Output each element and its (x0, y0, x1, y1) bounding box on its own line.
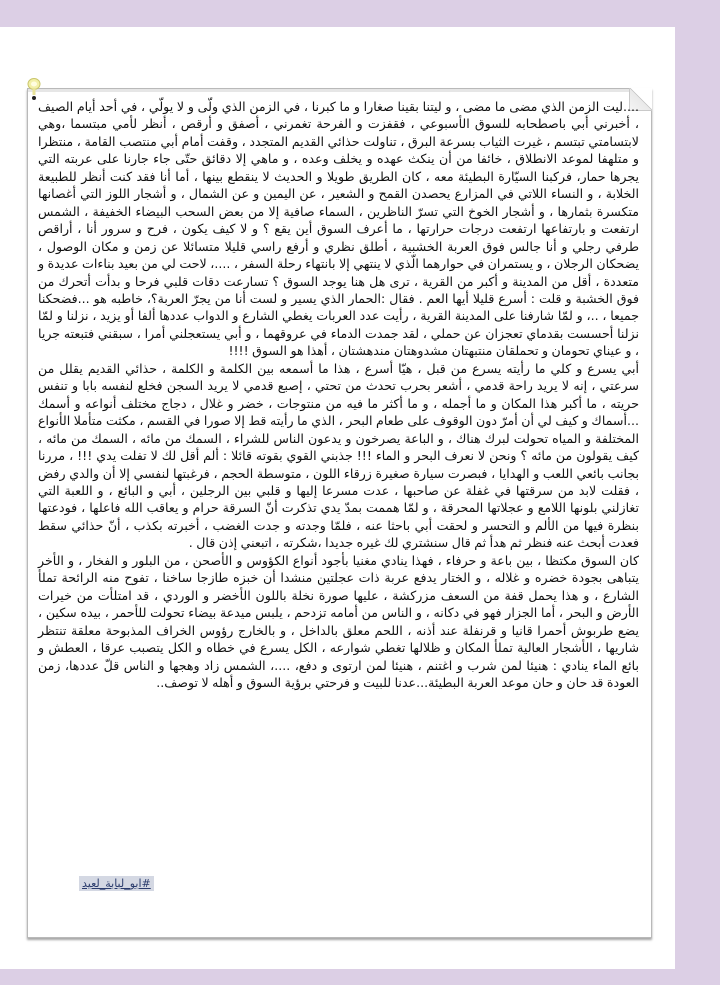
hashtag-link[interactable]: #ابو_لبابة_لعيد (79, 876, 154, 891)
post-card (0, 27, 675, 969)
document-page (27, 88, 652, 938)
paragraph: ....ليت الزمن الذي مضى ما مضى ، و ليتنا بقينا صغارا و ما كبرنا ، في الزمن الذي ولّى و لا يولّي ، في أحد أيام الصيف ، أخبرني أبي باصطحابه للسوق الأسبوعي ، فقفزت و الفرحة تغمرني ، أصفق و أرقص ، أنظر لأمي مبتسما ،وهي لابتسامتي تبتسم ، غيرت الثياب بسرعة البرق ، تناولت حذائي القديم المتجدد ، وقفت أمام أبي منتصب القامة ، منتظرا و متلهفا لموعد الانطلاق ، خائفا من أن ينكث عهده و يخلف وعده ، و ماهي إلا دقائق حتّى جاء جارنا على عربته التي يجرها حمار، فركبنا السيّارة البطيئة معه ، كان الطريق طويلا و الحديث لا ينقطع بينها ، أما أنا فقد كنت أنظر للطبيعة الخلابة ، و النساء اللاتي في المزارع يحصدن القمح و الشعير ، عن اليمين و عن الشمال ، و أشجار اللوز التي أغصانها متكسرة بثمارها ، و أشجار الخوخ التي تسرّ الناظرين ، السماء صافية إلا من بعض السحب البيضاء الخفيفة ، الشمس ارتفعت و بارتفاعها ارتفعت درجات حرارتها ، ما أعرف السوق أين يقع ؟ و لا كيف يكون ، فرح و سرور أنا ، أراقص طرفي رجلي و أنا جالس فوق العربة الخشبية ، أطلق نظري و أرفع راسي قليلا متسائلا عن زمن و مكان الوصول ، يضحكان الرجلان ، و يستمران في حوارهما الّذي لا ينتهي إلا بانتهاء رحلة السفر ، ....، لاحت لي من بعيد بناءات عديدة و متعددة ، أقل من المدينة و أكبر من القرية ، ترى هل هنا يوجد السوق ؟ تسارعت دقات قلبي فرحا و بدأت أتحرك من فوق الخشبة و قلت : أسرع قليلا أيها العم . فقال :الحمار الذي يسير و لست أنا من يجرّ العربة؟، خاطبه هو ...فضحكنا جميعا ، ..، و لمّا شارفنا على المدينة القرية ، رأيت عدد العربات يغطي الشارع و الدواب عددها ألفا أو يزيد ، نزلنا و لمّا نزلنا أحسست بقدماي تعجزان عن حملي ، لقد جمدت الدماء في عروقهما ، و أبي يستعجلني أمرا ، سبقني فتبعته جريا ، و عيناي تحومان و تحملقان منتبهتان مشدوهتان مندهشتان ، أهذا هو السوق !!!! (38, 99, 639, 359)
paragraph: كان السوق مكتظا ، بين باعة و حرفاء ، فهذا ينادي مغنيا بأجود أنواع الكؤوس و الأصحن ، من البلور و الفخار ، و الأخر يتباهى بجودة خضره و غلاله ، و الختار يدفع عربة ذات عجلتين منشدا أن خبزه طازجا ساخنا ، تفوح منه الرائحة تملأ الشارع ، و هذا يحمل قفة من السعف مزركشة ، عليها صورة نخلة باللون الأخضر و الوردي ، قد امتلأت من خيرات الأرض و البحر ، أما الجزار فهو في دكانه ، و الناس من أمامه تزدحم ، يلبس ميدعة بيضاء تحولت للأحمر ، بيده سكين ، يضع طربوش أحمرا قانيا و قرنفلة عند أذنه ، اللحم معلق بالداخل ، و بالخارج رؤوس الخراف المذبوحة معلقة تنتظر شاريها ، الأشجار العالية تملأ المكان و ظلالها تغطي شوارعه ، الكل يسرع في خطاه و الكل يتصبب عرقا ، العطش و بائع الماء ينادي : هنيئا لمن شرب و اغتنم ، هنيئا لمن ارتوى و دفع، ....، الشمس زاد وهجها و الناس قلّ عددها، زمن العودة قد حان و حان موعد العربة البطيئة...عدنا للبيت و فرحتي برؤية السوق و أهله لا توصف.. (38, 552, 639, 690)
pin-icon (27, 78, 41, 102)
document-text (38, 98, 639, 691)
paragraph: أبي يسرع و كلي ما رأيته يسرع من قبل ، هيّا أسرع ، هذا ما أسمعه بين الكلمة و الكلمة ، حذائي القديم يقلل من سرعتي ، إنه لا يريد راحة قدمي ، أشعر بحرب تحدث من تحتي ، إصبع قدمي لا يريد السجن فخلع لنفسه بابا و تنفس حريته ، ما أكبر هذا المكان و ما أجمله ، و ما أكثر ما فيه من منتوجات ، خضر و غلال ، دجاج مختلف أنواعه و أسمك ...أسماك و كيف لي أن أمرّ دون الوقوف على طعام البحر ، الذي ما رأيته قط إلا صورا في القسم ، مكثت متأملا الأنواع المختلفة و المياه تحولت لبرك هناك ، و الباعة يصرخون و يدعون الناس للشراء ، السمك من مائه ، السمك من مائه ، كيف يقولون من مائه ؟ ونحن لا نعرف البحر و الماء !!! جذبني القوي بقوته قائلا : ألم أقل لك لا تفلت يدي !!! ، مررنا بجانب بائعي اللعب و الهدايا ، فبصرت سيارة صغيرة زرقاء اللون ، متوسطة الحجم ، فرغبتها لنفسي إلا أن والدي رفض ، فقلت لابد من سرقتها في غفلة عن صاحبها ، عدت مسرعا إليها و قلبي بين الرجلين ، أبي و البائع ، و اللعبة التي تغازلني بلونها اللامع و عجلاتها المحرقة ، و لمّا هممت بمدّ يدي تذكرت أنّ السرقة حرام و يعاقب الله فاعلها ، فودعتها بنظرة فيها من الألم و التحسر و لحقت أبي باحثا عنه ، فلمّا وجدته و جدت الغضب ، أخبرته بكذب ، أنّ حذائي سقط فعدت أبحث عنه فنظر ثم هدأ ثم قال سنشتري لك غيره جديدا ،شكرته ، اتبعني إذن قال . (38, 360, 639, 551)
